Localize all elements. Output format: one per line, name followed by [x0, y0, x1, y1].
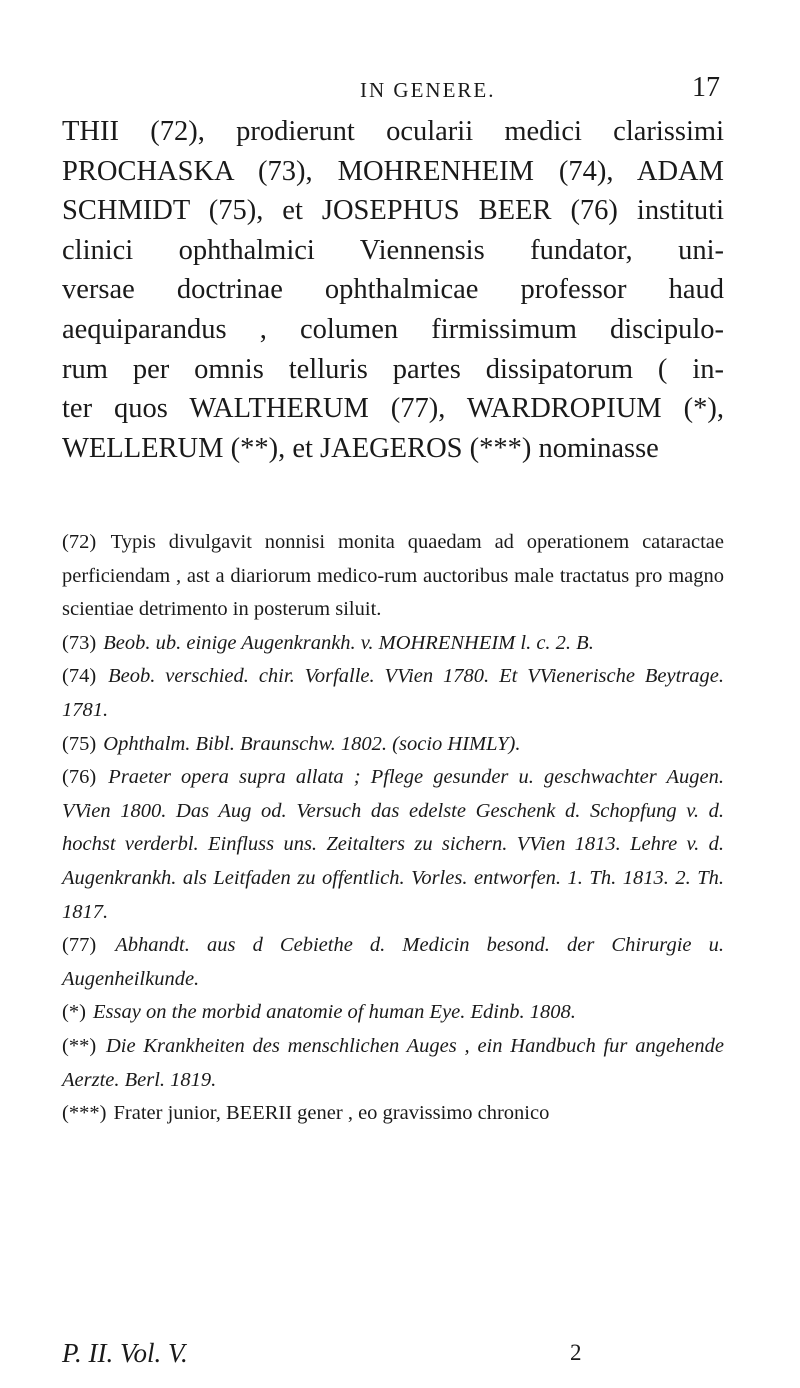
footnote-mark: (**): [62, 1034, 97, 1057]
footnote: [62, 660, 724, 727]
main-line: rum per omnis telluris partes dissipatorum ( in-: [62, 353, 724, 385]
footnote-mark: (***): [62, 1102, 107, 1125]
footnotes: [62, 526, 724, 1131]
main-text: [62, 112, 724, 468]
footnote: [62, 728, 724, 762]
footnote-mark: (*): [62, 1001, 86, 1024]
main-line: clinici ophthalmici Viennensis fundator, uni-: [62, 234, 724, 266]
footnote-text: Beob. verschied. chir. Vorfalle. VVien 1780. Et VVienerische Beytrage. 1781.: [62, 665, 725, 721]
footnote: [62, 761, 724, 929]
footnote-text: Die Krankheiten des menschlichen Auges , ein Handbuch fur angehende Aerzte. Berl. 1819.: [62, 1034, 725, 1091]
main-line: versae doctrinae ophthalmicae professor haud: [62, 274, 724, 306]
footnote: [62, 627, 724, 661]
footnote: [62, 929, 724, 996]
footnote-mark: (74): [62, 665, 97, 688]
footnote: [62, 526, 724, 627]
footnote-mark: (77): [62, 934, 97, 957]
main-line: WELLERUM (**), et JAEGEROS (***) nominasse: [62, 432, 659, 464]
page-footer: [62, 1338, 662, 1378]
footnote-text: Abhandt. aus d Cebiethe d. Medicin besond. der Chirurgie u. Augenheilkunde.: [62, 934, 725, 990]
footnote-text: Ophthalm. Bibl. Braunschw. 1802. (socio HIMLY).: [103, 732, 521, 755]
main-line: PROCHASKA (73), MOHRENHEIM (74), ADAM: [62, 155, 724, 187]
main-line: ter quos WALTHERUM (77), WARDROPIUM (*),: [62, 393, 724, 425]
main-line: aequiparandus , columen firmissimum discipulo-: [62, 313, 724, 345]
main-line: SCHMIDT (75), et JOSEPHUS BEER (76) instituti: [62, 195, 724, 227]
footnote-text: Beob. ub. einige Augenkrankh. v. MOHRENHEIM l. c. 2. B.: [103, 631, 594, 654]
footnote-mark: (76): [62, 766, 97, 789]
footnote: [62, 1030, 724, 1097]
page-number: 17: [692, 72, 720, 103]
footnote-mark: (72): [62, 531, 97, 553]
footnote-text: Praeter opera supra allata ; Pflege gesunder u. geschwachter Augen. VVien 1800. Das Aug od. Versuch das edelste Geschenk d. Schopfung v. d. hochst verderbl. Einfluss uns. Zeitalters zu sichern. VVien 1813. Lehre v. d. Augenkrankh. als Leitfaden zu offentlich. Vorles. entworfen. 1. Th. 1813. 2. Th. 1817.: [62, 766, 725, 923]
footnote-text: Frater junior, BEERII gener , eo gravissimo chronico: [113, 1102, 550, 1125]
gathering-number: 2: [570, 1340, 582, 1365]
footnote: [62, 1097, 724, 1131]
footnote-text: Typis divulgavit nonnisi monita quaedam ad operationem cataractae perficiendam , ast a diariorum medico-rum auctoribus male tractatus pro magno scientiae detrimento in posterum siluit.: [62, 531, 724, 621]
running-header: [60, 72, 720, 110]
main-line: THII (72), prodierunt ocularii medici clarissimi: [62, 116, 724, 147]
footnote-mark: (75): [62, 732, 97, 755]
running-title: IN GENERE.: [360, 78, 496, 102]
footnote-text: Essay on the morbid anatomie of human Eye. Edinb. 1808.: [93, 1001, 576, 1024]
footnote: [62, 996, 724, 1030]
footnote-mark: (73): [62, 631, 97, 654]
signature-mark: P. II. Vol. V.: [62, 1338, 188, 1368]
